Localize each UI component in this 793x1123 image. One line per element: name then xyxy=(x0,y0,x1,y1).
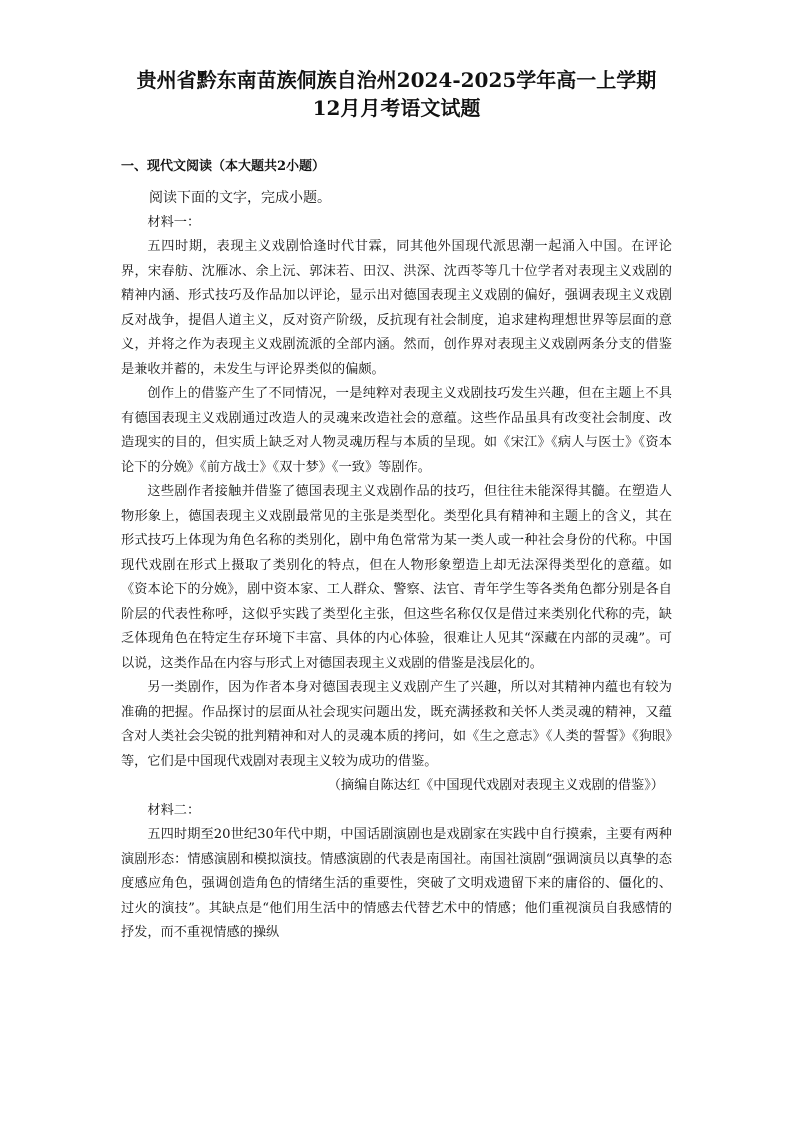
document-title xyxy=(0,66,793,122)
title-line-1: 贵州省黔东南苗族侗族自治州2024-2025学年高一上学期 xyxy=(136,68,657,92)
material-1-source: （摘编自陈达红《中国现代戏剧对表现主义戏剧的借鉴》） xyxy=(327,778,664,793)
material-1-paragraph: 另一类剧作，因为作者本身对德国表现主义戏剧产生了兴趣，所以对其精神内蕴也有较为准确的把握。作品探讨的层面从社会现实问题出发，既充满拯救和关怀人类灵魂的精神，又蕴含对人类社会尖锐的批判精神和对人的灵魂本质的拷问，如《生之意志》《人类的誓誓》《狗眼》等，它们是中国现代戏剧对表现主义较为成功的借鉴。 xyxy=(121,680,672,769)
material-1-paragraph: 五四时期，表现主义戏剧恰逢时代甘霖，同其他外国现代派思潮一起涌入中国。在评论界，宋春舫、沈雁冰、余上沅、郭沫若、田汉、洪深、沈西苓等几十位学者对表现主义戏剧的精神内涵、形式技巧及作品加以评论，显示出对德国表现主义戏剧的偏好，强调表现主义戏剧反对战争，提倡人道主义，反对资产阶级，反抗现有社会制度，追求建构理想世界等层面的意义，并将之作为表现主义戏剧流派的全部内涵。然而，创作界对表现主义戏剧两条分支的借鉴是兼收并蓄的，未发生与评论界类似的偏颇。 xyxy=(121,239,672,377)
material-2-label: 材料二： xyxy=(147,802,201,818)
document-body xyxy=(121,186,672,946)
title-line-2: 12月月考语文试题 xyxy=(312,96,481,120)
reading-instruction: 阅读下面的文字，完成小题。 xyxy=(149,190,331,206)
section-heading: 一、现代文阅读（本大题共2小题） xyxy=(121,159,326,174)
material-2-paragraph: 五四时期至20世纪30年代中期，中国话剧演剧也是戏剧家在实践中自行摸索，主要有两种演剧形态：情感演剧和模拟演技。情感演剧的代表是南国社。南国社演剧“强调演员以真挚的态度感应角色，强调创造角色的情绪生活的重要性，突破了文明戏遗留下来的庸俗的、僵化的、过火的演技”。其缺点是“他们用生活中的情感去代替艺术中的情感；他们重视演员自我感情的抒发，而不重视情感的操纵 xyxy=(121,827,672,940)
material-1-paragraph: 创作上的借鉴产生了不同情况，一是纯粹对表现主义戏剧技巧发生兴趣，但在主题上不具有德国表现主义戏剧通过改造人的灵魂来改造社会的意蕴。这些作品虽具有改变社会制度、改造现实的目的，但实质上缺乏对人物灵魂历程与本质的呈现。如《宋江》《病人与医士》《资本论下的分娩》《前方战士》《双十梦》《一致》等剧作。 xyxy=(121,386,672,475)
material-1-paragraph: 这些剧作者接触并借鉴了德国表现主义戏剧作品的技巧，但往往未能深得其髓。在塑造人物形象上，德国表现主义戏剧最常见的主张是类型化。类型化具有精神和主题上的含义，其在形式技巧上体现为角色名称的类别化，剧中角色常常为某一类人或一种社会身份的代称。中国现代戏剧在形式上摄取了类别化的特点，但在人物形象塑造上却无法深得类型化的意蕴。如《资本论下的分娩》，剧中资本家、工人群众、警察、法官、青年学生等各类角色都分别是各自阶层的代表性称呼，这似乎实践了类型化主张，但这些名称仅仅是借过来类别化代称的壳，缺乏体现角色在特定生存环境下丰富、具体的内心体验，很难让人见其“深藏在内部的灵魂”。可以说，这类作品在内容与形式上对德国表现主义戏剧的借鉴是浅层化的。 xyxy=(121,484,672,671)
material-1-label: 材料一： xyxy=(147,214,201,230)
